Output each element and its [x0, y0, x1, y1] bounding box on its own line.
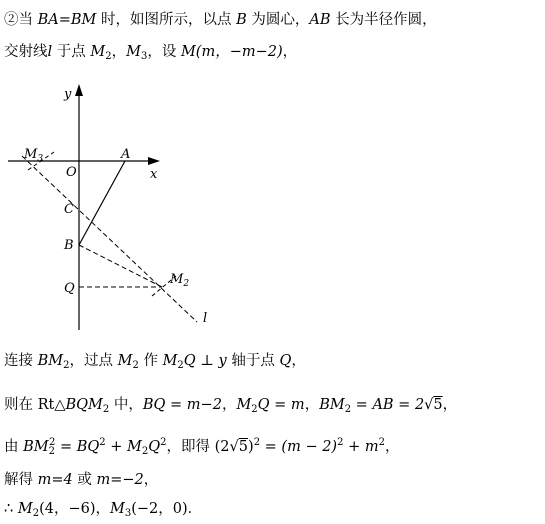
equation: M: [236, 397, 252, 413]
label-a: A: [121, 147, 131, 162]
text: ，设: [147, 44, 181, 60]
m2-subscript: 2: [183, 279, 190, 289]
point-m-expression: M(m，−m−2): [180, 44, 283, 60]
text: ): [248, 439, 254, 455]
segment-ba: [79, 161, 125, 245]
exponent: 2: [160, 437, 167, 448]
point-m2: M: [90, 44, 106, 60]
text-line-4: [4, 393, 457, 415]
label-q: Q: [64, 281, 75, 296]
exponent: 2: [378, 437, 385, 448]
radicand: 5: [433, 397, 443, 413]
term: = (m − 2): [260, 439, 338, 455]
text: 长为半径作圆，: [330, 12, 437, 28]
subscript: 2: [141, 446, 149, 457]
geometry-figure: [0, 80, 240, 335]
text: 由: [4, 439, 24, 455]
text: ，: [95, 501, 110, 517]
label-x: x: [150, 167, 158, 182]
point-b: B: [236, 12, 247, 28]
term: + m: [343, 439, 379, 455]
text: ，: [384, 439, 400, 455]
label-y: y: [64, 87, 72, 102]
text: ，即得 (2: [166, 439, 230, 455]
coordinates: (4，−6): [39, 501, 96, 517]
sqrt-sign: √: [424, 397, 434, 413]
subscript: 2: [102, 404, 110, 415]
circled-number: ②: [4, 12, 19, 28]
exponent: 2: [49, 437, 56, 448]
radicand: 5: [238, 439, 249, 455]
y-axis-arrow: [75, 84, 83, 96]
label-c: C: [64, 202, 74, 217]
text: 作: [138, 353, 163, 369]
segment-ab: AB: [309, 12, 331, 28]
solution: m=−2: [96, 472, 144, 488]
text: ，: [442, 397, 458, 413]
exponent: 2: [337, 437, 344, 448]
subscript: 2: [344, 404, 352, 415]
equation: BQ = m−2: [142, 397, 222, 413]
point: M: [17, 501, 33, 517]
segment: BM: [37, 353, 64, 369]
label-o: O: [66, 165, 77, 180]
point: Q: [279, 353, 292, 369]
m3-subscript: 3: [37, 154, 44, 164]
subscript: 2: [105, 51, 112, 62]
ray-l: l: [47, 44, 53, 60]
text: 时，如图所示，以点: [96, 12, 237, 28]
label-b: B: [64, 238, 74, 253]
text: 或: [72, 472, 97, 488]
text: 于点: [52, 44, 91, 60]
exponent: 2: [253, 437, 261, 448]
triangle: BQM: [65, 397, 103, 413]
text: 中，: [109, 397, 143, 413]
text: 则在 Rt△: [4, 397, 66, 413]
condition: BA=BM: [37, 12, 97, 28]
text: 为圆心，: [246, 12, 310, 28]
subscript: 2: [63, 360, 70, 371]
text: 当: [18, 12, 38, 28]
subscript: 2: [251, 404, 258, 415]
equation: Q = m: [257, 397, 305, 413]
ray-l: [22, 156, 197, 322]
point: Q: [183, 353, 196, 369]
sqrt-sign: √: [229, 439, 239, 455]
label-m2: [169, 272, 189, 289]
term: Q: [148, 439, 161, 455]
subscript: 2: [48, 446, 55, 457]
text: ．: [187, 501, 203, 517]
m3-letter: M: [24, 147, 38, 162]
text-line-5: [4, 435, 399, 457]
subscript: 2: [177, 360, 184, 371]
text-line-1: [4, 8, 437, 29]
equation: BM: [319, 397, 345, 413]
text: ，: [221, 397, 237, 413]
text-line-3: [4, 349, 306, 371]
solution: m=4: [37, 472, 73, 488]
axis-name: y: [218, 353, 227, 369]
segment-bm2: [79, 245, 162, 287]
text: ，: [291, 353, 306, 369]
x-axis-arrow: [148, 157, 160, 165]
subscript: 3: [140, 51, 148, 62]
subscript: 2: [32, 508, 40, 519]
term: + M: [105, 439, 142, 455]
label-m3: [23, 147, 43, 164]
text: ，: [282, 44, 298, 60]
subscript: 2: [132, 360, 139, 371]
therefore: ∴: [4, 501, 18, 517]
text: 轴于点: [226, 353, 280, 369]
point: M: [162, 353, 178, 369]
text: ，过点: [69, 353, 118, 369]
term: = BQ: [55, 439, 100, 455]
subscript: 3: [124, 508, 132, 519]
text: ⊥: [195, 353, 219, 369]
text: 交射线: [4, 44, 48, 60]
text-line-7: [4, 497, 202, 519]
point: M: [110, 501, 125, 517]
text: 连接: [4, 353, 38, 369]
equation: = AB = 2: [351, 397, 425, 413]
m2-letter: M: [170, 272, 184, 287]
coordinates: (−2，0): [131, 501, 188, 517]
text: ，: [111, 44, 127, 60]
exponent: 2: [99, 437, 106, 448]
text-line-2: [4, 40, 297, 62]
point-m3: M: [126, 44, 141, 60]
text: ，: [143, 472, 159, 488]
label-l: l: [203, 311, 208, 326]
text: 解得: [4, 472, 38, 488]
term: BM: [23, 439, 49, 455]
point: M: [117, 353, 133, 369]
text: ，: [304, 397, 320, 413]
text-line-6: [4, 468, 158, 489]
